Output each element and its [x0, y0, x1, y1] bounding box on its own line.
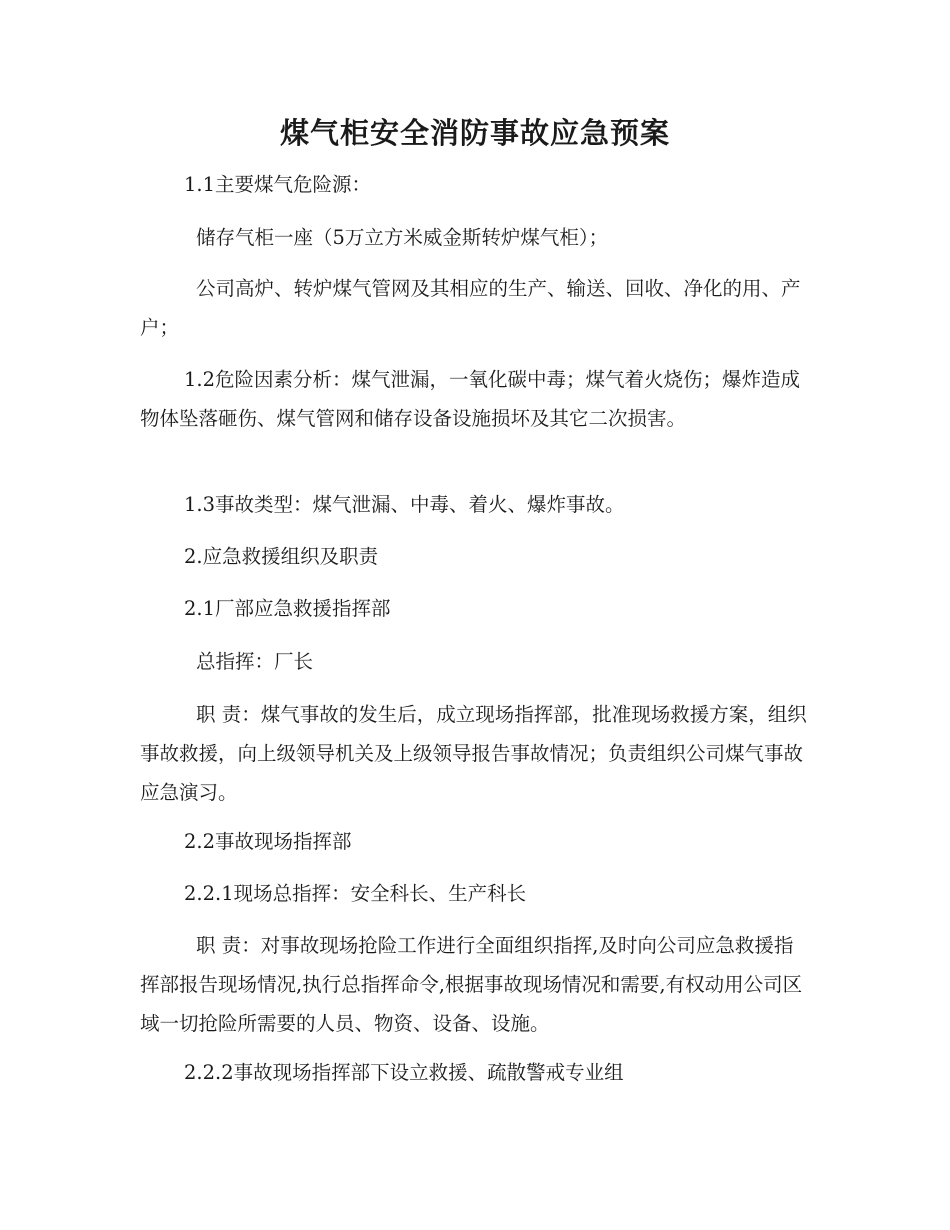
paragraph-2-organization: 2.应急救援组织及职责: [184, 545, 379, 568]
paragraph-2-2-1-site-commander: 2.2.1现场总指挥：安全科长、生产科长: [184, 882, 527, 905]
paragraph-1-3-accident-types: 1.3事故类型：煤气泄漏、中毒、着火、爆炸事故。: [184, 493, 625, 516]
paragraph-site-commander-duties: 职 责：对事故现场抢险工作进行全面组织指挥,及时向公司应急救援指挥部报告现场情况,执行总指挥命令,根据事故现场情况和需要,有权动用公司区域一切抢险所需要的人员、物资、设备、设施。: [140, 934, 803, 1035]
paragraph-2-2-2-special-teams: 2.2.2事故现场指挥部下设立救援、疏散警戒专业组: [184, 1061, 624, 1084]
paragraph-commander-duties: 职 责：煤气事故的发生后，成立现场指挥部，批准现场救援方案，组织事故救援，向上级领导机关及上级领导报告事故情况；负责组织公司煤气事故应急演习。: [140, 703, 807, 804]
paragraph-1-1-hazard-sources: 1.1主要煤气危险源：: [184, 173, 372, 196]
document-title: 煤气柜安全消防事故应急预案: [279, 116, 670, 150]
paragraph-1-2-risk-analysis: 1.2危险因素分析：煤气泄漏，一氧化碳中毒；煤气着火烧伤；爆炸造成物体坠落砸伤、煤气管网和储存设备设施损坏及其它二次损害。: [140, 368, 801, 430]
paragraph-pipeline-network: 公司高炉、转炉煤气管网及其相应的生产、输送、回收、净化的用、产户；: [140, 277, 801, 339]
paragraph-commander: 总指挥：厂长: [196, 650, 314, 673]
paragraph-2-2-site-command: 2.2事故现场指挥部: [184, 830, 352, 853]
paragraph-gas-holder: 储存气柜一座（5万立方米威金斯转炉煤气柜）；: [196, 226, 609, 249]
paragraph-2-1-headquarters: 2.1厂部应急救援指挥部: [184, 597, 391, 620]
